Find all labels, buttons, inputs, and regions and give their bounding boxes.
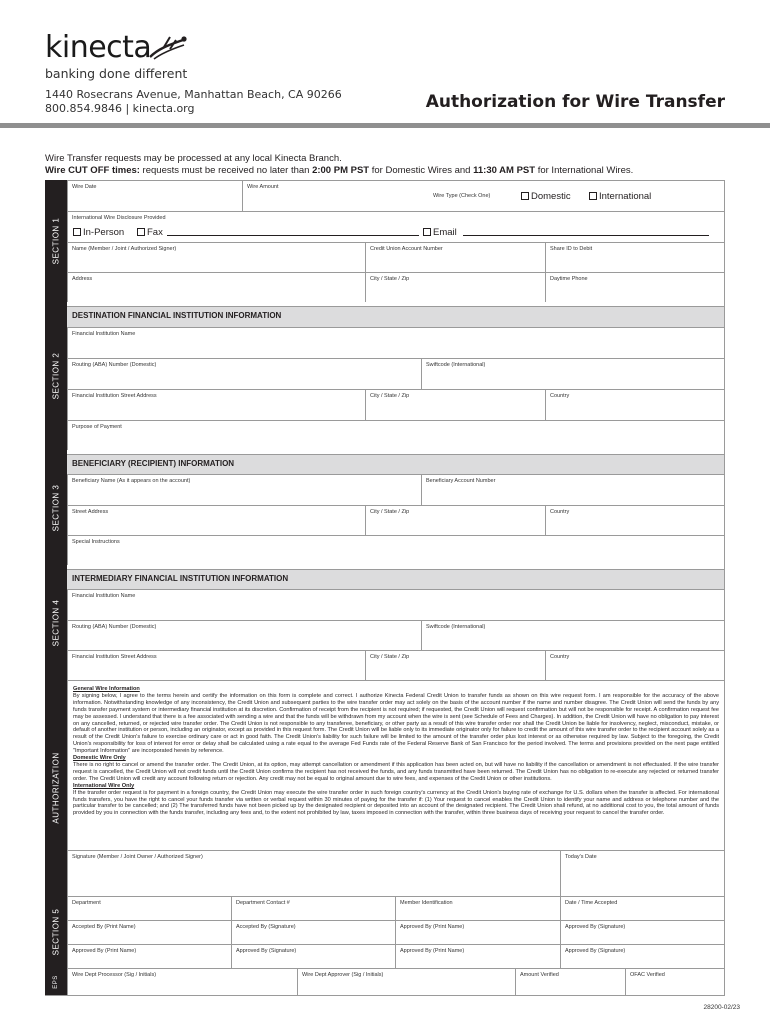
section-2-heading: DESTINATION FINANCIAL INSTITUTION INFORMATION: [67, 306, 725, 327]
intl-cutoff-time: 11:30 AM PST: [473, 165, 536, 176]
checkbox-icon: [589, 192, 597, 200]
authorization-label-text: AUTHORIZATION: [51, 752, 61, 824]
special-instructions-field[interactable]: Special Instructions: [67, 535, 725, 565]
inter-routing-field[interactable]: Routing (ABA) Number (Domestic): [67, 620, 421, 650]
beneficiary-name-field[interactable]: Beneficiary Name (As it appears on the account): [67, 474, 421, 505]
inter-fi-name-field[interactable]: Financial Institution Name: [67, 589, 725, 620]
section-5-label: [45, 896, 67, 968]
brand-tagline: banking done different: [45, 66, 188, 81]
fax-label: Fax: [147, 227, 163, 238]
department-field[interactable]: Department: [67, 896, 231, 920]
eps-label: [45, 968, 67, 996]
address-line-2: 800.854.9846 | kinecta.org: [45, 102, 195, 115]
section-5-label-text: SECTION 5: [51, 908, 61, 956]
wire-approver-field[interactable]: Wire Dept Approver (Sig / Initials): [297, 968, 515, 996]
ben-street-field[interactable]: Street Address: [67, 505, 365, 535]
international-wire-heading: International Wire Only: [73, 782, 135, 789]
domestic-label: Domestic: [531, 191, 571, 202]
city-state-zip-field[interactable]: City / State / Zip: [365, 272, 545, 302]
header-divider: [0, 123, 770, 128]
form-number: 28200-02/23: [703, 1004, 740, 1011]
international-label: International: [599, 191, 652, 202]
disclosure-inperson-checkbox[interactable]: [73, 227, 124, 238]
wire-date-field[interactable]: Wire Date: [67, 180, 242, 211]
inter-swift-field[interactable]: Swiftcode (International): [421, 620, 725, 650]
disclosure-label: International Wire Disclosure Provided: [72, 215, 166, 221]
checkbox-icon: [137, 228, 145, 236]
inter-street-field[interactable]: Financial Institution Street Address: [67, 650, 365, 680]
accepted-by-print-field[interactable]: Accepted By (Print Name): [67, 920, 231, 944]
checkbox-icon: [73, 228, 81, 236]
dest-country-field[interactable]: Country: [545, 389, 725, 420]
kinecta-swoosh-icon: [148, 35, 190, 61]
section-2-label-text: SECTION 2: [51, 352, 61, 400]
disclosure-row: [67, 211, 725, 242]
authorization-terms: [73, 686, 719, 817]
amount-verified-field[interactable]: Amount Verified: [515, 968, 625, 996]
domestic-wire-text: There is no right to cancel or amend the transfer order. The Credit Union, at its option, may attempt cancellation or amendment if this application has been acted on, but will have no liability if the cancellation or amendment is not effectuated. If the wire transfer request is cancelled, the Credit Union will not credit funds until the Credit Union confirms the recipient has not received the funds, and any funds transmitted have been returned. The Credit Union has no obligation to re-execute any rejected or returned transfer order. The Credit Union will credit any account following return or rejection. Any credit may not be equal to original amount due to wire fees, and expenses of the Credit Union or other institutions.: [73, 761, 719, 782]
email-line: [463, 235, 709, 236]
checkbox-icon: [521, 192, 529, 200]
authorization-label: [45, 680, 67, 896]
dest-fi-name-field[interactable]: Financial Institution Name: [67, 327, 725, 358]
date-time-accepted-field[interactable]: Date / Time Accepted: [560, 896, 725, 920]
account-number-field[interactable]: Credit Union Account Number: [365, 242, 545, 272]
approved-by-print-field-1[interactable]: Approved By (Print Name): [395, 920, 560, 944]
section-1-label: [45, 180, 67, 302]
fax-line: [167, 235, 419, 236]
general-wire-heading: General Wire Information: [73, 686, 140, 692]
member-id-field[interactable]: Member Identification: [395, 896, 560, 920]
approved-by-signature-field-3[interactable]: Approved By (Signature): [560, 944, 725, 968]
inter-country-field[interactable]: Country: [545, 650, 725, 680]
wire-type-label: Wire Type (Check One): [433, 193, 491, 199]
dest-routing-field[interactable]: Routing (ABA) Number (Domestic): [67, 358, 421, 389]
ofac-verified-field[interactable]: OFAC Verified: [625, 968, 725, 996]
section-4-heading: INTERMEDIARY FINANCIAL INSTITUTION INFORMATION: [67, 569, 725, 589]
department-contact-field[interactable]: Department Contact #: [231, 896, 395, 920]
wire-amount-label: Wire Amount: [247, 184, 279, 190]
wire-processor-field[interactable]: Wire Dept Processor (Sig / Initials): [67, 968, 297, 996]
brand-logo-text: kinecta: [45, 30, 152, 65]
disclosure-fax-checkbox[interactable]: [137, 227, 163, 238]
inter-city-field[interactable]: City / State / Zip: [365, 650, 545, 680]
section-2-label: [45, 302, 67, 450]
todays-date-field[interactable]: Today's Date: [560, 850, 725, 896]
ben-country-field[interactable]: Country: [545, 505, 725, 535]
dest-street-field[interactable]: Financial Institution Street Address: [67, 389, 365, 420]
wire-type-international-checkbox[interactable]: [589, 191, 651, 202]
signature-field[interactable]: Signature (Member / Joint Owner / Authorized Signer): [67, 850, 560, 896]
company-address: [45, 88, 342, 116]
cutoff-label: Wire CUT OFF times:: [45, 165, 140, 176]
intro-line-2: [45, 165, 633, 177]
intro-text: [45, 153, 633, 177]
dest-city-field[interactable]: City / State / Zip: [365, 389, 545, 420]
share-id-field[interactable]: Share ID to Debit: [545, 242, 725, 272]
section-3-label: [45, 450, 67, 565]
cutoff-text-1: requests must be received no later than: [139, 165, 313, 176]
international-wire-text: If the transfer order request is for payment in a foreign country, the Credit Union may execute the wire transfer order in such foreign country's currency at the Credit Union's buying rate of exchange for U.S. dollars when the transfer is affected. For international funds transfers, you have the right to cancel your funds transfer via written or verbal request within 30 minutes of paying for the transfer if: (1) Your request to cancel enables the Credit Union to identify your name and address or telephone number and the particular transfer to be cancelled; and (2) The transferred funds have not been picked up by the designated recipient or deposited into an account of the designated recipient. The Credit Union shall refund, at no additional cost to you, the total amount of funds provided by you in connection with the funds transfer, including any fees and, to the extent not prohibited by law, taxes imposed in connection with the transfer, within three business days of receiving your request to cancel the transfer order.: [73, 789, 719, 817]
address-line-1: 1440 Rosecrans Avenue, Manhattan Beach, CA 90266: [45, 88, 342, 101]
eps-label-text: EPS: [53, 975, 59, 989]
address-field[interactable]: Address: [67, 272, 365, 302]
intro-line-1: Wire Transfer requests may be processed at any local Kinecta Branch.: [45, 153, 342, 164]
domestic-cutoff-time: 2:00 PM PST: [312, 165, 370, 176]
inperson-label: In-Person: [83, 227, 125, 238]
daytime-phone-field[interactable]: Daytime Phone: [545, 272, 725, 302]
cutoff-text-3: for International Wires.: [535, 165, 634, 176]
approved-by-signature-field-1[interactable]: Approved By (Signature): [560, 920, 725, 944]
beneficiary-account-field[interactable]: Beneficiary Account Number: [421, 474, 725, 505]
approved-by-signature-field-2[interactable]: Approved By (Signature): [231, 944, 395, 968]
section-4-label: [45, 565, 67, 680]
email-label: Email: [433, 227, 457, 238]
approved-by-print-field-3[interactable]: Approved By (Print Name): [395, 944, 560, 968]
wire-type-domestic-checkbox[interactable]: [521, 191, 571, 202]
purpose-field[interactable]: Purpose of Payment: [67, 420, 725, 450]
cutoff-text-2: for Domestic Wires and: [369, 165, 474, 176]
accepted-by-signature-field[interactable]: Accepted By (Signature): [231, 920, 395, 944]
dest-swift-field[interactable]: Swiftcode (International): [421, 358, 725, 389]
domestic-wire-heading: Domestic Wire Only: [73, 755, 126, 762]
section-3-heading: BENEFICIARY (RECIPIENT) INFORMATION: [67, 454, 725, 474]
general-wire-text: By signing below, I agree to the terms herein and certify the information on this form is complete and correct. I authorize Kinecta Federal Credit Union to transfer funds as shown on this wire request form. I am responsible for the accuracy of the above information. Notwithstanding knowledge of any inconsistency, the Credit Union and subsequent parties to the wire transfer order may act solely on the basis of the account number if the name and number disagree. The Credit Union will send the funds by any funds transfer payment system or intermediary financial institution at its discretion. Confirmation of receipt from the recipient is not required; if requested, the Credit Union will request confirmation but will not be responsible for receipt. A confirmation request fee may be assessed. I understand that there is a fee associated with sending a wire and that the funds will be withdrawn from my account when the wire is sent (see Schedule of Fees and Charges). In addition, the Credit Union will have no obligation to pay interest on any cancelled, returned, or rejected wire transfer order. The Credit Union is not responsible to any transferee, beneficiary, or other party as a result of this wire transfer order nor shall the Credit Union be liable for insolvency, neglect, misconduct, mistake, or default of another institution or person, including an originator, except as provided in this request form. The Credit Union will be liable only to its immediate originator only for failure to credit the amount of this wire transfer order to the recipient account solely as a result of the Credit Union's failure to exercise ordinary care or act in good faith. The Credit Union's liability for such failure will be limited to the amount of the transfer order plus lost interest or as otherwise required by law. Subject to the foregoing, the Credit Union's responsibility for loss of interest for error or delay shall be calculated using a rate equal to the average Fed Funds rate of the Federal Reserve Bank of San Francisco for the period involved. The terms and provisions provided on the next page entitled "Important Information" are incorporated herein by reference.: [73, 692, 719, 755]
section-3-label-text: SECTION 3: [51, 484, 61, 531]
section-4-label-text: SECTION 4: [51, 599, 61, 646]
checkbox-icon: [423, 228, 431, 236]
disclosure-email-checkbox[interactable]: [423, 227, 457, 238]
wire-transfer-form: [45, 180, 725, 996]
member-name-field[interactable]: Name (Member / Joint / Authorized Signer): [67, 242, 365, 272]
document-title: Authorization for Wire Transfer: [425, 92, 725, 112]
section-1-label-text: SECTION 1: [51, 217, 61, 265]
approved-by-print-field-2[interactable]: Approved By (Print Name): [67, 944, 231, 968]
ben-city-field[interactable]: City / State / Zip: [365, 505, 545, 535]
